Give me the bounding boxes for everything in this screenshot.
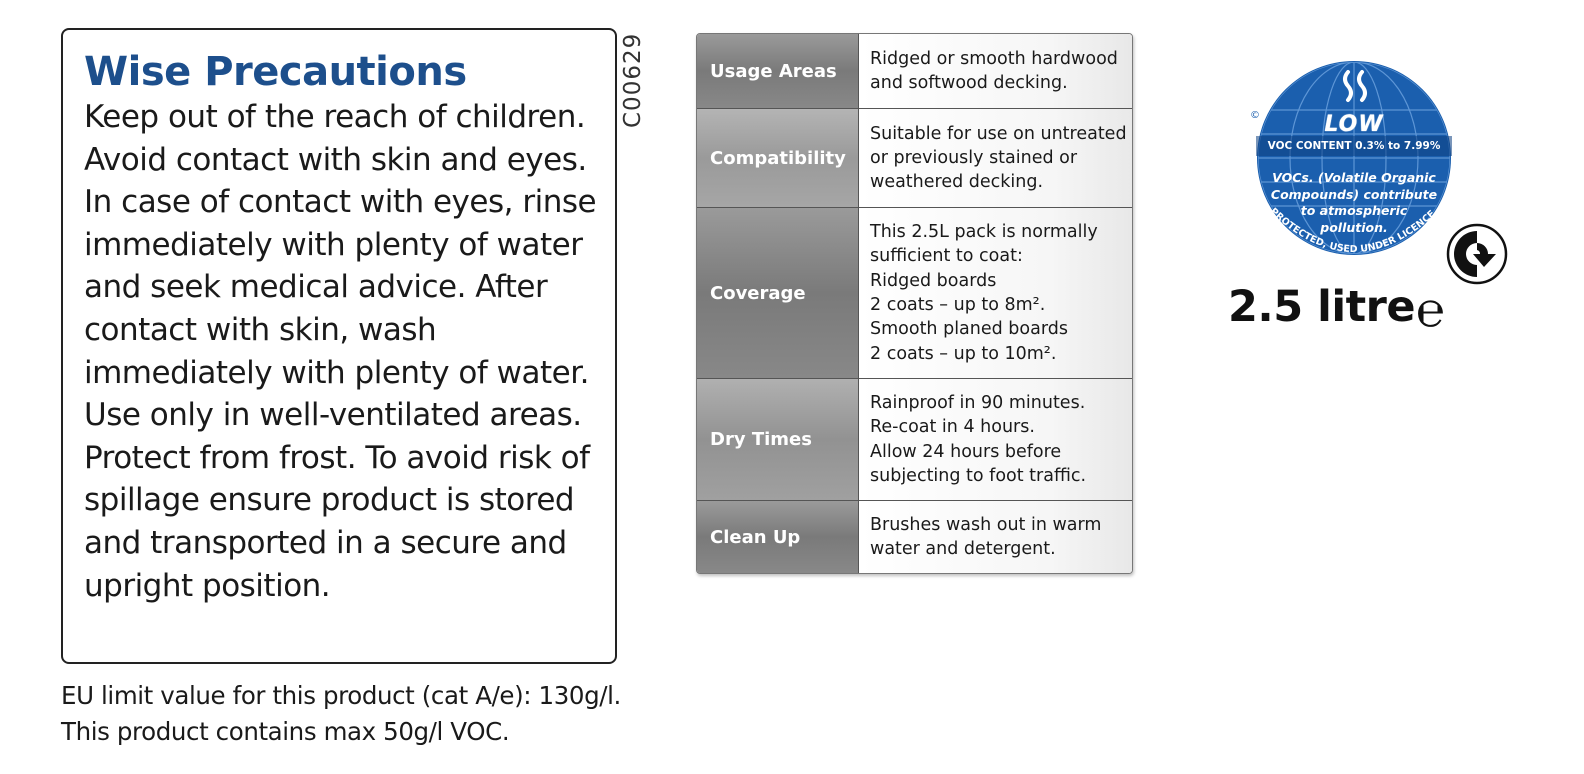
voc-desc-line: VOCs. (Volatile Organic xyxy=(1272,170,1436,185)
spec-line: Smooth planed boards xyxy=(870,319,1068,340)
spec-row-dry-times xyxy=(697,379,1132,501)
spec-value xyxy=(859,208,1132,378)
voc-description xyxy=(1264,170,1444,236)
licence-arc-text: PROTECTED, USED UNDER LICENCE. xyxy=(1267,205,1441,256)
spec-table xyxy=(696,33,1133,574)
spec-value xyxy=(859,109,1133,207)
voc-desc-line: to atmospheric xyxy=(1300,203,1408,218)
volume-label: 2.5 litre xyxy=(1228,282,1416,332)
spec-line: subjecting to foot traffic. xyxy=(870,465,1087,486)
spec-row-usage-areas xyxy=(697,34,1132,109)
eu-voc-note xyxy=(61,678,681,750)
spec-row-coverage xyxy=(697,208,1132,379)
spec-label: Coverage xyxy=(697,208,859,378)
spec-value xyxy=(859,34,1132,108)
spec-line: or previously stained or xyxy=(870,147,1078,168)
precautions-title: Wise Precautions xyxy=(84,49,467,95)
spec-line: Brushes wash out in warm xyxy=(870,514,1102,535)
copyright-symbol: © xyxy=(1250,110,1260,121)
spec-row-compatibility xyxy=(697,109,1132,208)
spec-line: and softwood decking. xyxy=(870,73,1068,93)
green-dot-recycle-icon xyxy=(1446,223,1508,285)
voc-badge-icon xyxy=(1256,60,1452,274)
spec-value xyxy=(859,501,1132,573)
spec-label: Usage Areas xyxy=(697,34,859,108)
spec-line: weathered decking. xyxy=(870,172,1044,193)
spec-row-clean-up xyxy=(697,501,1132,573)
spec-line: water and detergent. xyxy=(870,539,1056,559)
spec-line: Ridged boards xyxy=(870,270,997,291)
spec-line: 2 coats – up to 8m². xyxy=(870,295,1046,315)
precautions-box xyxy=(61,28,617,664)
voc-desc-line: pollution. xyxy=(1320,219,1388,235)
spec-line: 2 coats – up to 10m². xyxy=(870,343,1057,364)
spec-label: Clean Up xyxy=(697,501,859,573)
eu-note-line-1: EU limit value for this product (cat A/e): 130g/l. xyxy=(61,681,621,710)
spec-line: Allow 24 hours before xyxy=(870,441,1062,462)
spec-value xyxy=(859,379,1132,500)
spec-label: Dry Times xyxy=(697,379,859,500)
spec-line: Ridged or smooth hardwood xyxy=(870,48,1118,69)
eu-note-line-2: This product contains max 50g/l VOC. xyxy=(61,717,510,746)
voc-level: LOW xyxy=(1324,112,1384,137)
spec-label: Compatibility xyxy=(697,109,859,207)
precautions-body: Keep out of the reach of children. Avoid contact with skin and eyes. In case of contact with eyes, rinse immediately with plenty of water and seek medical advice. After contact with skin, wash immediately with plenty of water. Use only in well-ventilated areas. Protect from frost. To avoid risk of spillage ensure product is stored and transported in a secure and upright position. xyxy=(84,99,597,604)
voc-desc-line: Compounds) contribute xyxy=(1270,186,1438,202)
spec-line: sufficient to coat: xyxy=(870,246,1023,267)
spec-line: Re-coat in 4 hours. xyxy=(870,417,1035,438)
voc-content: VOC CONTENT 0.3% to 7.99% xyxy=(1267,140,1441,152)
spec-line: Rainproof in 90 minutes. xyxy=(870,392,1086,413)
estimated-sign-icon: ℮ xyxy=(1416,282,1445,338)
spec-line: This 2.5L pack is normally xyxy=(870,222,1098,243)
product-code: C00629 xyxy=(620,32,646,128)
spec-line: Suitable for use on untreated xyxy=(870,123,1127,144)
